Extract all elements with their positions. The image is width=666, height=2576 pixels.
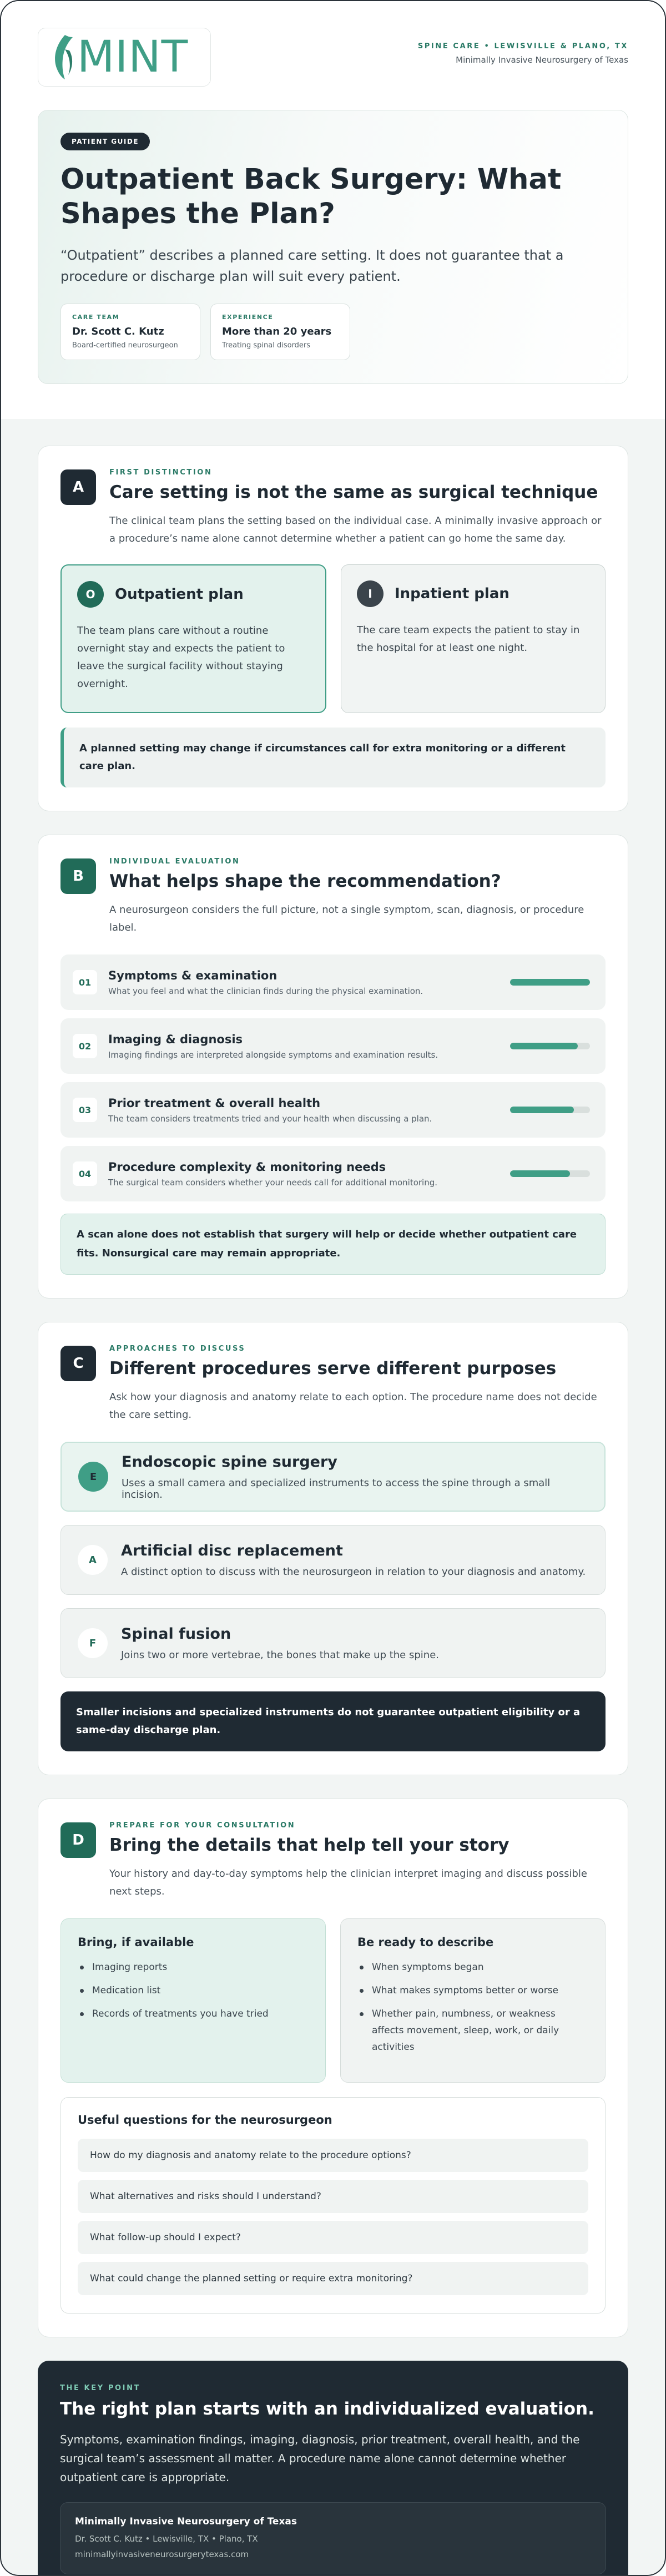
questions-panel — [60, 2097, 606, 2314]
factor-bar — [510, 1170, 590, 1177]
factor-description: The team considers treatments tried and your health when discussing a plan. — [108, 1113, 432, 1124]
patient-guide-pill: PATIENT GUIDE — [60, 133, 150, 150]
factor-title: Prior treatment & overall health — [108, 1096, 321, 1110]
logo-wordmark: MINT — [77, 32, 189, 82]
list-item: Imaging reports — [78, 1959, 309, 1976]
question-item: What could change the planned setting or require extra monitoring? — [78, 2262, 588, 2295]
section-b — [38, 835, 628, 1299]
bring-title: Bring, if available — [78, 1936, 194, 1949]
credentials — [60, 304, 606, 360]
credential-value: Dr. Scott C. Kutz — [72, 326, 164, 337]
callout-note: Smaller incisions and specialized instruments do not guarantee outpatient eligibility or a same-day discharge plan. — [60, 1691, 606, 1751]
section-badge: C — [60, 1346, 96, 1381]
plan-letter: I — [357, 580, 384, 607]
section-title: Bring the details that help tell your story — [109, 1835, 509, 1855]
procedure-letter: A — [78, 1545, 108, 1575]
plan-letter: O — [77, 581, 104, 608]
section-title: Care setting is not the same as surgical technique — [109, 482, 598, 502]
hero-lead: “Outpatient” describes a planned care setting. It does not guarantee that a procedure or discharge plan will suit every patient. — [60, 248, 564, 284]
question-item: What alternatives and risks should I understand? — [78, 2180, 588, 2213]
credential-experience — [210, 304, 350, 360]
key-point-panel — [38, 2361, 628, 2576]
header-meta — [418, 28, 628, 65]
section-kicker: INDIVIDUAL EVALUATION — [109, 857, 240, 866]
credential-label: EXPERIENCE — [222, 314, 274, 321]
credential-sub: Treating spinal disorders — [222, 341, 311, 350]
prep-columns — [60, 1918, 606, 2083]
procedure-title: Endoscopic spine surgery — [122, 1453, 337, 1471]
section-description: Your history and day-to-day symptoms help the clinician interpret imaging and discuss possible next steps. — [109, 1868, 587, 1897]
plan-title: Outpatient plan — [115, 586, 244, 603]
factor-number: 02 — [73, 1034, 97, 1058]
questions-title: Useful questions for the neurosurgeon — [78, 2113, 332, 2127]
callout-note: A planned setting may change if circumstances call for extra monitoring or a different care plan. — [60, 728, 606, 787]
list-item: Whether pain, numbness, or weakness affects movement, sleep, work, or daily activities — [357, 2006, 588, 2055]
section-kicker: PREPARE FOR YOUR CONSULTATION — [109, 1821, 296, 1830]
section-badge: B — [60, 858, 96, 894]
inpatient-plan-card — [341, 564, 606, 713]
list-item: Medication list — [78, 1982, 309, 1999]
factor-row — [60, 1018, 606, 1074]
factor-bar — [510, 1107, 590, 1113]
factor-number: 01 — [73, 970, 97, 994]
procedure-card-fusion — [60, 1608, 606, 1678]
key-point-title: The right plan starts with an individualized evaluation. — [60, 2399, 594, 2419]
contact-website[interactable]: minimallyinvasiveneurosurgerytexas.com — [75, 2549, 249, 2559]
factor-bar-fill — [510, 979, 590, 986]
procedure-letter: E — [78, 1462, 108, 1492]
section-a — [38, 446, 628, 811]
plan-body: The team plans care without a routine overnight stay and expects the patient to leave the surgical facility without staying overnight. — [77, 625, 285, 690]
describe-title: Be ready to describe — [357, 1936, 494, 1949]
factor-row — [60, 954, 606, 1010]
page-header — [1, 1, 665, 420]
section-c — [38, 1322, 628, 1775]
factor-row — [60, 1146, 606, 1201]
bring-list-card — [60, 1918, 326, 2083]
contact-org: Minimally Invasive Neurosurgery of Texas — [75, 2516, 297, 2527]
factor-description: The surgical team considers whether your needs call for additional monitoring. — [108, 1177, 438, 1188]
procedure-list — [60, 1442, 606, 1678]
procedure-description: Uses a small camera and specialized instruments to access the spine through a small incision. — [122, 1477, 551, 1501]
contact-box — [60, 2502, 606, 2574]
procedure-letter: F — [78, 1628, 108, 1658]
factor-title: Imaging & diagnosis — [108, 1032, 243, 1046]
key-point-kicker: THE KEY POINT — [60, 2384, 141, 2392]
factor-description: Imaging findings are interpreted alongside symptoms and examination results. — [108, 1049, 438, 1060]
hero-panel — [38, 110, 628, 384]
factor-bar-fill — [510, 1107, 574, 1113]
factor-bar — [510, 1043, 590, 1049]
section-badge: D — [60, 1822, 96, 1858]
plan-title: Inpatient plan — [395, 585, 509, 602]
question-item: What follow-up should I expect? — [78, 2221, 588, 2254]
section-description: Ask how your diagnosis and anatomy relate to each option. The procedure name does not decide the care setting. — [109, 1391, 597, 1421]
list-item: What makes symptoms better or worse — [357, 1982, 588, 1999]
section-description: A neurosurgeon considers the full picture, not a single symptom, scan, diagnosis, or procedure label. — [109, 904, 584, 933]
credential-label: CARE TEAM — [72, 314, 120, 321]
section-kicker: APPROACHES TO DISCUSS — [109, 1345, 246, 1353]
list-item: When symptoms began — [357, 1959, 588, 1976]
factor-list — [60, 954, 606, 1201]
callout-note: A scan alone does not establish that surgery will help or decide whether outpatient care fits. Nonsurgical care may remain appropriate. — [60, 1214, 606, 1275]
credential-value: More than 20 years — [222, 326, 332, 337]
describe-list-card — [340, 1918, 606, 2083]
procedure-description: A distinct option to discuss with the neurosurgeon in relation to your diagnosis and anatomy. — [121, 1566, 586, 1578]
outpatient-plan-card — [60, 564, 326, 713]
factor-bar — [510, 979, 590, 986]
section-kicker: FIRST DISTINCTION — [109, 468, 213, 477]
factor-title: Procedure complexity & monitoring needs — [108, 1160, 386, 1174]
procedure-title: Spinal fusion — [121, 1625, 231, 1643]
practice-name: Minimally Invasive Neurosurgery of Texas — [456, 55, 628, 65]
factor-title: Symptoms & examination — [108, 968, 278, 982]
factor-number: 04 — [73, 1161, 97, 1186]
procedure-description: Joins two or more vertebrae, the bones that make up the spine. — [121, 1649, 439, 1661]
procedure-card-disc-replacement — [60, 1525, 606, 1595]
logo[interactable] — [38, 28, 211, 87]
page-title: Outpatient Back Surgery: What Shapes the Plan? — [60, 163, 562, 230]
section-title: What helps shape the recommendation? — [109, 871, 501, 891]
procedure-title: Artificial disc replacement — [121, 1542, 343, 1559]
section-d — [38, 1799, 628, 2337]
factor-number: 03 — [73, 1098, 97, 1122]
section-title: Different procedures serve different purposes — [109, 1358, 557, 1378]
list-item: Records of treatments you have tried — [78, 2006, 309, 2022]
factor-bar-fill — [510, 1043, 578, 1049]
leaf-icon — [53, 34, 75, 80]
location-kicker: SPINE CARE • LEWISVILLE & PLANO, TX — [417, 42, 628, 50]
procedure-card-endoscopic — [60, 1442, 606, 1512]
credential-sub: Board-certified neurosurgeon — [72, 341, 178, 350]
factor-description: What you feel and what the clinician finds during the physical examination. — [108, 986, 423, 996]
plan-body: The care team expects the patient to stay in the hospital for at least one night. — [357, 624, 580, 654]
contact-locations: Dr. Scott C. Kutz • Lewisville, TX • Plano, TX — [75, 2534, 258, 2544]
factor-bar-fill — [510, 1170, 570, 1177]
plan-comparison — [60, 564, 606, 713]
factor-row — [60, 1082, 606, 1138]
section-description: The clinical team plans the setting based on the individual case. A minimally invasive approach or a procedure’s name alone cannot determine whether a patient can go home the same day. — [109, 515, 602, 544]
main-content — [1, 420, 665, 2576]
question-item: How do my diagnosis and anatomy relate to the procedure options? — [78, 2139, 588, 2172]
key-point-body: Symptoms, examination findings, imaging, diagnosis, prior treatment, overall health, and the surgical team’s assessment all matter. A procedure name alone cannot determine whether outpatient care is appropriate. — [60, 2433, 580, 2484]
credential-care-team — [60, 304, 200, 360]
section-badge: A — [60, 469, 96, 505]
